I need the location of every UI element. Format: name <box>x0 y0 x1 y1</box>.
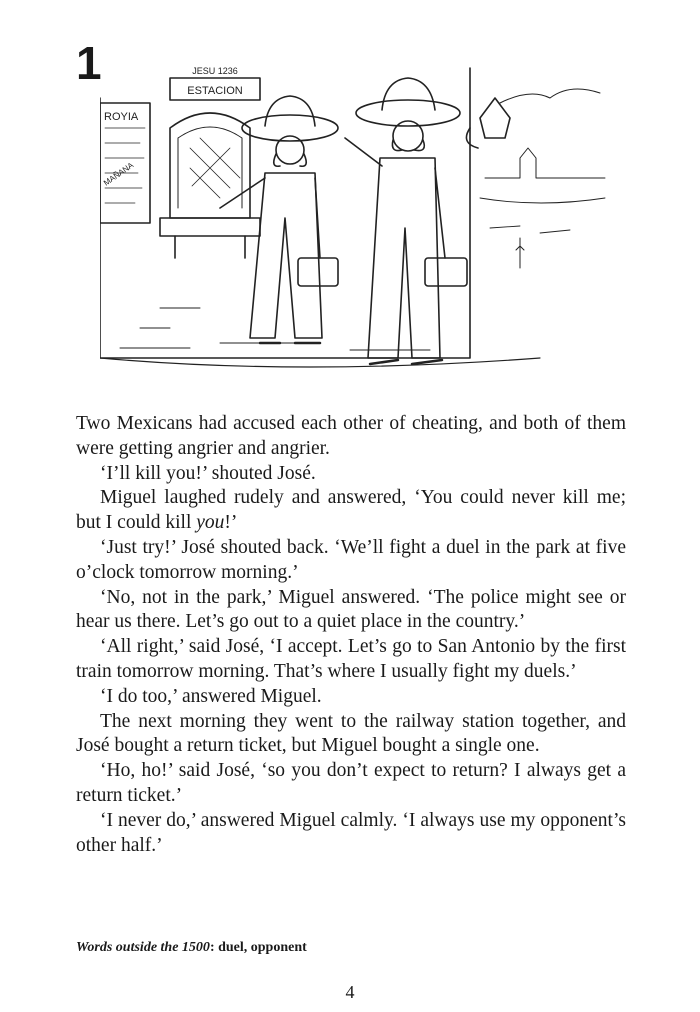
vocabulary-label: Words outside the 1500 <box>76 940 210 955</box>
story-paragraph: The next morning they went to the railway station together, and José bought a return ticket, but Miguel bought a single one. <box>76 710 626 757</box>
ticket-window <box>170 113 250 218</box>
page-number: 4 <box>345 982 355 1002</box>
story-paragraph: Two Mexicans had accused each other of cheating, and both of them were getting angrier and angrier. <box>76 413 626 459</box>
vocabulary-words: : duel, opponent <box>209 940 307 955</box>
story-text <box>76 412 626 858</box>
story-paragraph: ‘I never do,’ answered Miguel calmly. ‘I always use my opponent’s other half.’ <box>76 809 626 856</box>
vocabulary-note <box>76 940 626 956</box>
wall-lamp <box>480 98 510 138</box>
story-paragraph: ‘Just try!’ José shouted back. ‘We’ll fight a duel in the park at five o’clock tomorrow morning.’ <box>76 536 626 583</box>
story-paragraph: ‘All right,’ said José, ‘I accept. Let’s go to San Antonio by the first train tomorrow morning. That’s where I usually fight my duels.’ <box>76 636 626 682</box>
station-wall <box>100 68 470 358</box>
station-sign-text: ESTACION <box>187 85 243 97</box>
paragraph-text: !’ <box>224 512 238 534</box>
paragraph-text: Miguel laughed rudely and answered, ‘You could never kill me; but I could kill <box>76 487 626 534</box>
poster-top-text: ROYIA <box>104 111 139 123</box>
story-paragraph: ‘I do too,’ answered Miguel. <box>100 685 322 707</box>
story-paragraph: ‘No, not in the park,’ Miguel answered. ‘The police might see or hear us there. Let’s go out to a quiet place in the country.’ <box>76 586 626 633</box>
story-paragraph <box>76 486 626 536</box>
illustration-two-mexicans-at-station <box>100 58 610 398</box>
sign-upper-text: JESU 1236 <box>192 66 238 76</box>
story-paragraph: ‘I’ll kill you!’ shouted José. <box>100 462 316 484</box>
story-number: 1 <box>76 37 102 89</box>
poster-side-text: MAÑANA <box>101 160 136 188</box>
story-paragraph: ‘Ho, ho!’ said José, ‘so you don’t expect to return? I always get a return ticket.’ <box>76 760 626 806</box>
emphasis-text: you <box>196 512 225 534</box>
